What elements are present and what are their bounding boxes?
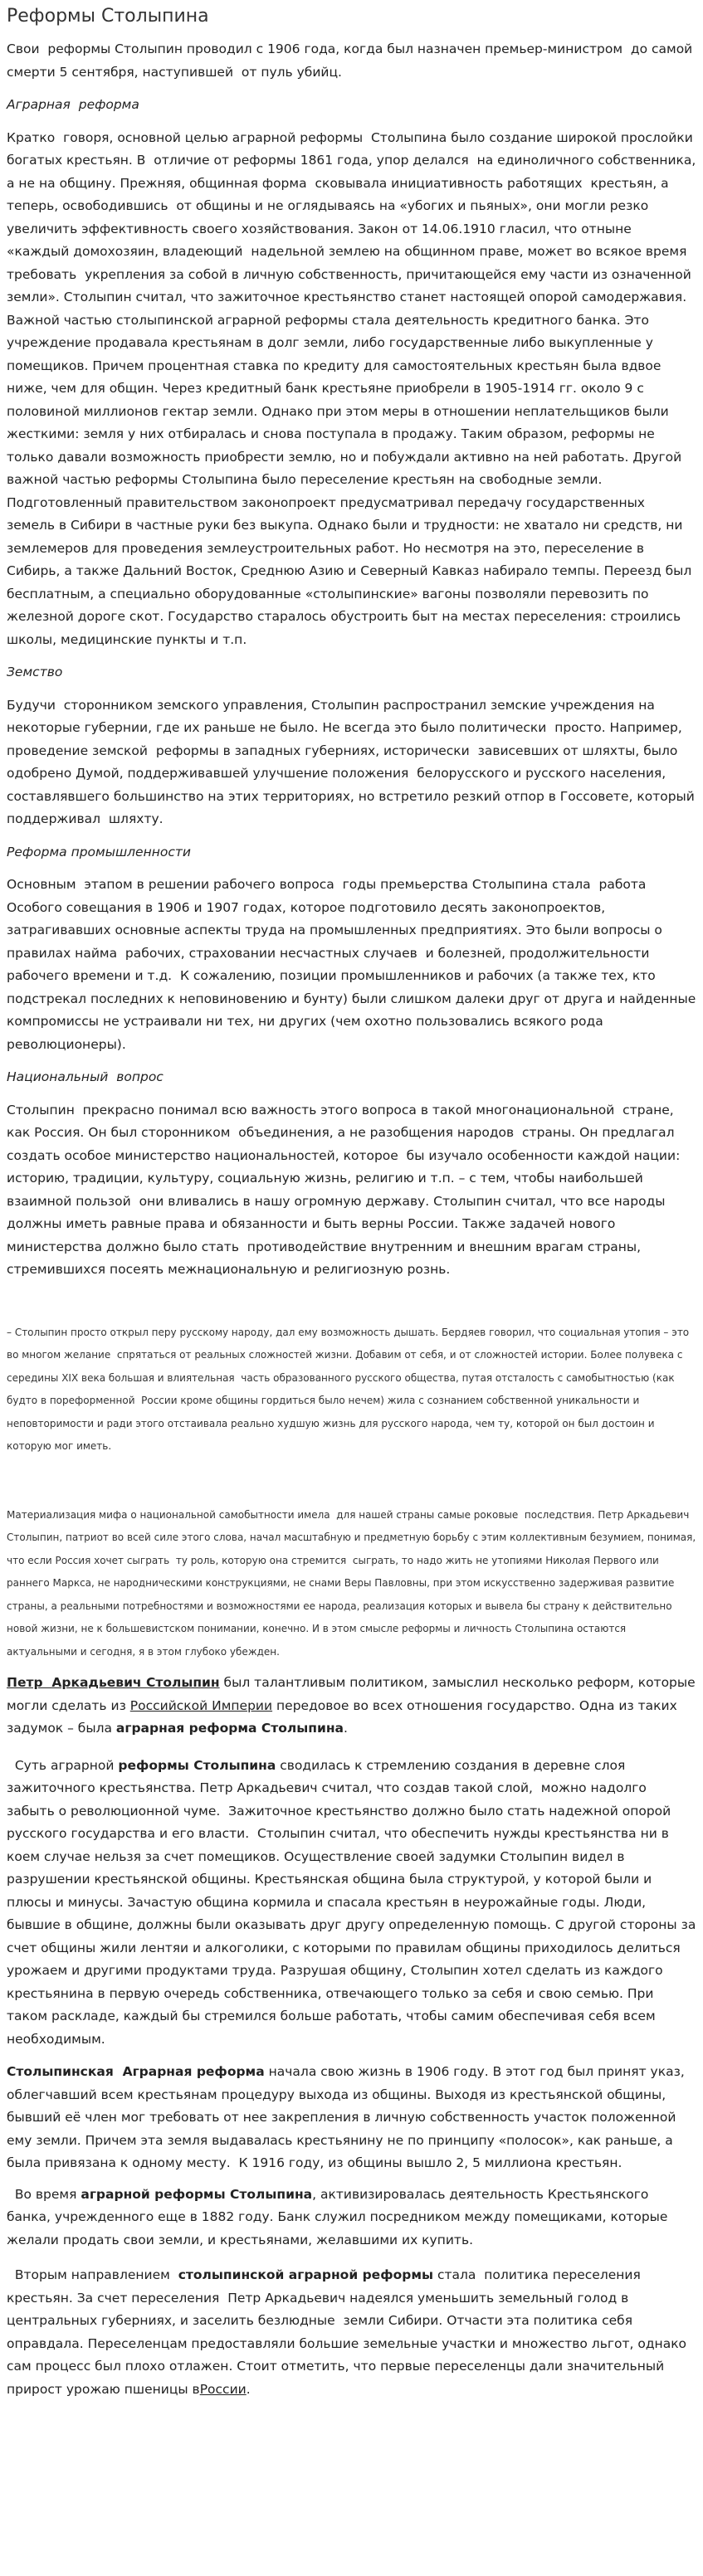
text-segment: Во время: [7, 2186, 81, 2202]
page-title: Реформы Столыпина: [7, 6, 209, 27]
section-heading-national: Национальный вопрос: [7, 1069, 164, 1084]
section-national-question: [7, 1066, 696, 1282]
bold-term: Столыпинская Аграрная реформа: [7, 2064, 265, 2079]
article-page: [0, 3, 703, 2401]
text-segment: сводилась к стремлению создания в деревне слоя зажиточного крестьянства. Петр Аркадьевич считал, что создав такой слой, можно надолго забыть о революционной чуме. Зажиточное крестьянство должно было стать надежной опорой русского государства и его власти. Столыпин считал, что обеспечить нужды крестьянства ни в коем случае нельзя за счет помещиков. Осуществление своей задумки Столыпин видел в разрушении крестьянской общины. Крестьянская община была структурой, у которой были и плюсы и минусы. Зачастую община кормила и спасала крестьян в неурожайные годы. Люди, бывшие в общине, должны были оказывать друг другу определенную помощь. С другой стороны за счет общины жили лентяи и алкоголики, с которыми по правилам общины приходилось делиться урожаем и другими продуктами труда. Разрушая общину, Столыпин хотел сделать из каждого крестьянина в первую очередь собственника, отвечающего только за себя и свою семью. При таком раскладе, каждый бы стремился больше работать, чтобы самим обеспечивая себя всем необходимым.: [7, 1757, 701, 2047]
text-segment: стала политика переселения крестьян. За счет переселения Петр Аркадьевич надеялся уменьшить земельный голод в центральных губерниях, и заселить безлюдные земли Сибири. Отчасти эта политика себя оправдала. Переселенцам предоставляли большие земельные участки и множество льгот, однако сам процесс был плохо отлажен. Стоит отметить, что первые переселенцы дали значительный прирост урожаю пшеницы в: [7, 2267, 691, 2397]
quote-paragraph-berdyaev: – Столыпин просто открыл перу русскому народу, дал ему возможность дышать. Бердяев говорил, что социальная утопия – это во многом желание спрятаться от реальных сложностей жизни. Добавим от себя, и от сложностей истории. Более полувека с середины XIX века большая и влиятельная часть образованного русского общества, путая отсталость с самобытностью (как будто в пореформенной России кроме общины гордиться было нечем) жила с сознанием собственной уникальности и неповторимости и ради этого отстаивала реально худшую жизнь для русского народа, чем ту, которой он был достоин и которую мог иметь.: [7, 1326, 692, 1452]
text-segment: .: [344, 1721, 348, 1736]
bold-term: аграрной реформы Столыпина: [81, 2186, 313, 2202]
text-segment: Вторым направлением: [7, 2267, 178, 2282]
section-heading-zemstvo: Земство: [7, 665, 63, 679]
quote-block: [7, 1322, 699, 1664]
section-industry-reform: [7, 841, 701, 1057]
section-zemstvo: [7, 661, 699, 831]
quote-paragraph-myth: Материализация мифа о национальной самобытности имела для нашей страны самые роковые последствия. Петр Аркадьевич Столыпин, патриот во всей силе этого слова, начал масштабную и предметную борьбу с этим коллективным безумием, понимая, что если Россия хочет сыграть ту роль, которую она стремится сыграть, то надо жить не утопиями Николая Первого или раннего Маркса, не народническими конструкциями, не снами Веры Павловны, при этом искусственно задерживая развитие страны, а реальными потребностями и возможностями ее народа, реализация которых и вывела бы страну к действительно новой жизни, не к большевистском понимании, конечно. И в этом смысле реформы и личность Столыпина остаются актуальными и сегодня, я в этом глубоко убежден.: [7, 1508, 699, 1658]
article-paragraph-stolypin: [7, 1672, 700, 1741]
russian-empire-link[interactable]: Российской Империи: [129, 1697, 273, 1713]
article-paragraph-resettlement: [7, 2264, 696, 2401]
section-heading-agrarian: Аграрная реформа: [7, 97, 139, 112]
text-segment: был талантливым политиком, замыслил несколько реформ, которые могли сделать из: [7, 1675, 700, 1713]
bold-term: реформы Столыпина: [118, 1757, 276, 1773]
intro-paragraph: Свои реформы Столыпин проводил с 1906 года, когда был назначен премьер-министром до самой смерти 5 сентября, наступившей от пуль убийц.: [7, 41, 697, 80]
bold-term: аграрная реформа Столыпина: [115, 1721, 344, 1736]
text-segment: .: [246, 2381, 251, 2397]
article-paragraph-peasant-bank: [7, 2184, 696, 2252]
stolypin-link[interactable]: Петр Аркадьевич Столыпин: [7, 1675, 220, 1690]
text-segment: начала свою жизнь в 1906 году. В этот год был принят указ, облегчавший всем крестьянам процедуру выхода из общины. Выходя из крестьянской общины, бывший её член мог требовать от нее закрепления в личную собственность участок положенной ему земли. Причем эта земля выдавалась крестьянину не по принципу «полосок», как раньше, а была привязана к одному месту. К 1916 году, из общины вышло 2, 5 миллиона крестьян.: [7, 2064, 689, 2170]
text-segment: , активизировалась деятельность Крестьянского банка, учрежденного еще в 1882 году. Банк служил посредником между помещиками, которые желали продать свои земли, и крестьянами, желавшими их купить.: [7, 2186, 672, 2247]
russia-link[interactable]: России: [199, 2381, 247, 2397]
text-segment: Суть аграрной: [7, 1757, 119, 1773]
text-segment: передовое во всех отношения государство. Одна из таких задумок – была: [7, 1697, 681, 1736]
section-agrarian-reform: [7, 94, 701, 651]
article-paragraph-1906-decree: [7, 2061, 696, 2175]
bold-term: столыпинской аграрной реформы: [178, 2267, 434, 2282]
section-text-national: Столыпин прекрасно понимал всю важность этого вопроса в такой многонациональной стране, как Россия. Он был сторонником объединения, а не разобщения народов страны. Он предлагал создать особое министерство национальностей, которое бы изучало особенности каждой нации: историю, традиции, культуру, социальную жизнь, религию и т.п. – с тем, чтобы наибольшей взаимной пользой они вливались в нашу огромную державу. Столыпин считал, что все народы должны иметь равные права и обязанности и быть верны России. Также задачей нового министерства должно было стать противодействие внутренним и внешним врагам страны, стремившихся посеять межнациональную и религиозную рознь.: [7, 1102, 685, 1277]
section-text-industry: Основным этапом в решении рабочего вопроса годы премьерства Столыпина стала работа Особого совещания в 1906 и 1907 годах, которое подготовило десять законопроектов, затрагивавших основные аспекты труда на промышленных предприятиях. Это были вопросы о правилах найма рабочих, страховании несчастных случаев и болезней, продолжительности рабочего времени и т.д. К сожалению, позиции промышленников и рабочих (а также тех, кто подстрекал последних к неповиновению и бунту) были слишком далеки друг от друга и найденные компромиссы не устраивали ни тех, ни других (чем охотно пользовались всякого рода революционеры).: [7, 877, 701, 1052]
section-text-zemstvo: Будучи сторонником земского управления, Столыпин распространил земские учреждения на некоторые губернии, где их раньше не было. Не всегда это было политически просто. Например, проведение земской реформы в западных губерниях, исторически зависевших от шляхты, было одобрено Думой, поддерживавшей улучшение положения белорусского и русского населения, составлявшего большинство на этих территориях, но встретило резкий отпор в Госсовете, который поддерживал шляхту.: [7, 697, 699, 826]
section-text-agrarian: Кратко говоря, основной целью аграрной реформы Столыпина было создание широкой прослойки богатых крестьян. В отличие от реформы 1861 года, упор делался на единоличного собственника, а не на общину. Прежняя, общинная форма сковывала инициативность работящих крестьян, а теперь, освободившись от общины и не оглядываясь на «убогих и пьяных», они могли резко увеличить эффективность своего хозяйствования. Закон от 14.06.1910 гласил, что отныне «каждый домохозяин, владеющий надельной землею на общинном праве, может во всякое время требовать укрепления за собой в личную собственность, причитающейся ему части из означенной земли». Столыпин считал, что зажиточное крестьянство станет настоящей опорой самодержавия. Важной частью столыпинской аграрной реформы стала деятельность кредитного банка. Это учреждение продавала крестьянам в долг земли, либо государственные либо выкупленные у помещиков. Причем процентная ставка по кредиту для самостоятельных крестьян была вдвое ниже, чем для общин. Через кредитный банк крестьяне приобрели в 1905-1914 гг. около 9 с половиной миллионов гектар земли. Однако при этом меры в отношении неплательщиков были жесткими: земля у них отбиралась и снова поступала в продажу. Таким образом, реформы не только давали возможность приобрести землю, но и побуждали активно на ней работать. Другой важной частью реформы Столыпина было переселение крестьян на свободные земли. Подготовленный правительством законопроект предусматривал передачу государственных земель в Сибири в частные руки без выкупа. Однако были и трудности: не хватало ни средств, ни землемеров для проведения землеустроительных работ. Но несмотря на это, переселение в Сибирь, а также Дальний Восток, Среднюю Азию и Северный Кавказ набирало темпы. Переезд был бесплатным, а специально оборудованные «столыпинские» вагоны позволяли перевозить по железной дороге скот. Государство старалось обустроить быт на местах переселения: строились школы, медицинские пункты и т.п.: [7, 129, 701, 647]
article-paragraph-essence: [7, 1755, 701, 2052]
section-heading-industry: Реформа промышленности: [7, 844, 191, 859]
